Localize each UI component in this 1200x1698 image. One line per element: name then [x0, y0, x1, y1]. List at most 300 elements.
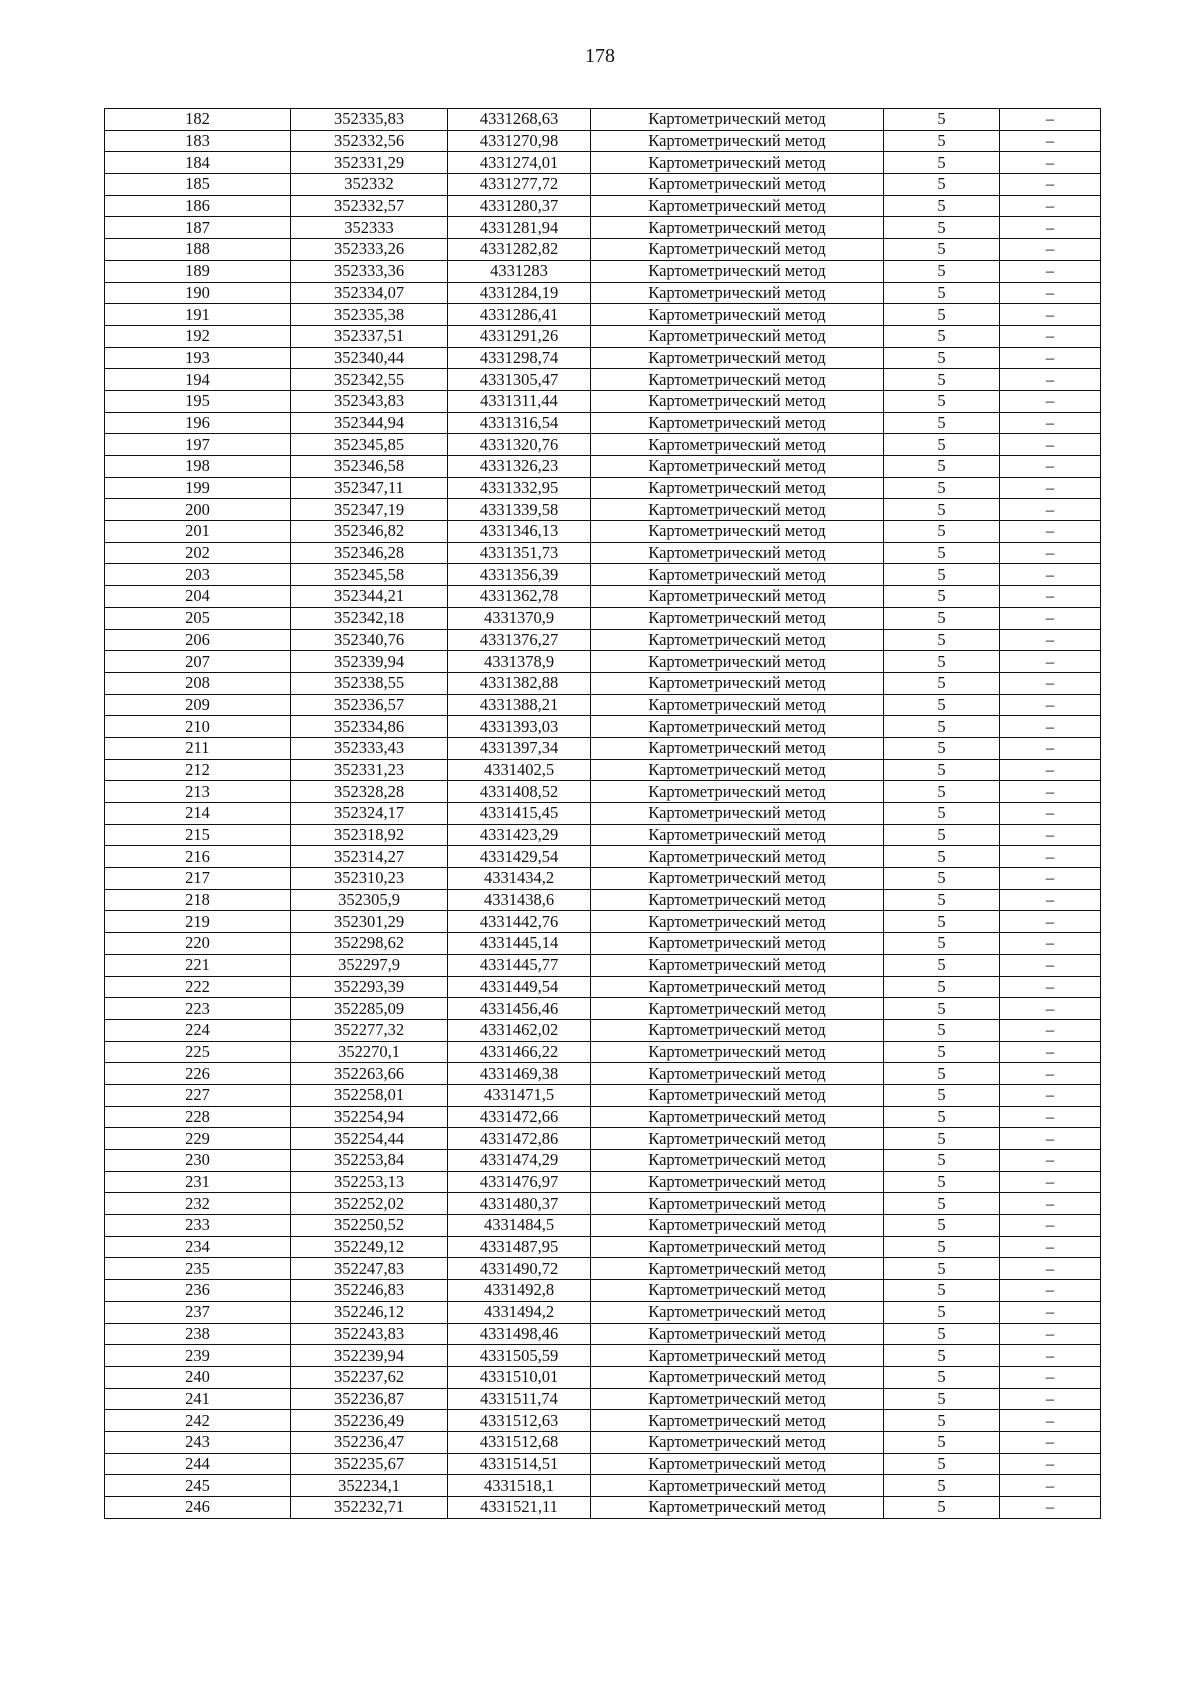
accuracy-cell: 5	[884, 1106, 1000, 1128]
y-coordinate-cell: 4331311,44	[448, 390, 591, 412]
method-cell: Картометрический метод	[591, 1301, 884, 1323]
method-cell: Картометрический метод	[591, 868, 884, 890]
note-cell: –	[1000, 369, 1101, 391]
point-number-cell: 224	[105, 1019, 291, 1041]
note-cell: –	[1000, 1453, 1101, 1475]
x-coordinate-cell: 352232,71	[291, 1497, 448, 1519]
point-number-cell: 226	[105, 1063, 291, 1085]
accuracy-cell: 5	[884, 434, 1000, 456]
x-coordinate-cell: 352249,12	[291, 1236, 448, 1258]
point-number-cell: 229	[105, 1128, 291, 1150]
accuracy-cell: 5	[884, 1366, 1000, 1388]
note-cell: –	[1000, 998, 1101, 1020]
note-cell: –	[1000, 564, 1101, 586]
accuracy-cell: 5	[884, 260, 1000, 282]
y-coordinate-cell: 4331510,01	[448, 1366, 591, 1388]
accuracy-cell: 5	[884, 737, 1000, 759]
y-coordinate-cell: 4331484,5	[448, 1215, 591, 1237]
table-row	[105, 174, 1101, 196]
x-coordinate-cell: 352331,29	[291, 152, 448, 174]
method-cell: Картометрический метод	[591, 304, 884, 326]
method-cell: Картометрический метод	[591, 1019, 884, 1041]
table-row	[105, 130, 1101, 152]
accuracy-cell: 5	[884, 1215, 1000, 1237]
y-coordinate-cell: 4331492,8	[448, 1280, 591, 1302]
x-coordinate-cell: 352252,02	[291, 1193, 448, 1215]
table-row	[105, 607, 1101, 629]
note-cell: –	[1000, 152, 1101, 174]
accuracy-cell: 5	[884, 629, 1000, 651]
accuracy-cell: 5	[884, 1323, 1000, 1345]
accuracy-cell: 5	[884, 824, 1000, 846]
x-coordinate-cell: 352339,94	[291, 651, 448, 673]
table-row	[105, 976, 1101, 998]
y-coordinate-cell: 4331291,26	[448, 325, 591, 347]
point-number-cell: 197	[105, 434, 291, 456]
accuracy-cell: 5	[884, 976, 1000, 998]
method-cell: Картометрический метод	[591, 846, 884, 868]
note-cell: –	[1000, 434, 1101, 456]
point-number-cell: 228	[105, 1106, 291, 1128]
page-number: 178	[585, 45, 615, 67]
method-cell: Картометрический метод	[591, 217, 884, 239]
table-row	[105, 260, 1101, 282]
point-number-cell: 206	[105, 629, 291, 651]
point-number-cell: 196	[105, 412, 291, 434]
note-cell: –	[1000, 629, 1101, 651]
method-cell: Картометрический метод	[591, 1366, 884, 1388]
table-row	[105, 1041, 1101, 1063]
y-coordinate-cell: 4331487,95	[448, 1236, 591, 1258]
x-coordinate-cell: 352334,86	[291, 716, 448, 738]
point-number-cell: 231	[105, 1171, 291, 1193]
table-row	[105, 1063, 1101, 1085]
y-coordinate-cell: 4331332,95	[448, 477, 591, 499]
accuracy-cell: 5	[884, 889, 1000, 911]
point-number-cell: 219	[105, 911, 291, 933]
table-row	[105, 434, 1101, 456]
accuracy-cell: 5	[884, 174, 1000, 196]
method-cell: Картометрический метод	[591, 477, 884, 499]
table-row	[105, 954, 1101, 976]
method-cell: Картометрический метод	[591, 976, 884, 998]
table-row	[105, 586, 1101, 608]
x-coordinate-cell: 352338,55	[291, 672, 448, 694]
point-number-cell: 189	[105, 260, 291, 282]
accuracy-cell: 5	[884, 477, 1000, 499]
note-cell: –	[1000, 1366, 1101, 1388]
accuracy-cell: 5	[884, 542, 1000, 564]
note-cell: –	[1000, 1280, 1101, 1302]
y-coordinate-cell: 4331442,76	[448, 911, 591, 933]
y-coordinate-cell: 4331438,6	[448, 889, 591, 911]
accuracy-cell: 5	[884, 564, 1000, 586]
accuracy-cell: 5	[884, 1041, 1000, 1063]
y-coordinate-cell: 4331339,58	[448, 499, 591, 521]
y-coordinate-cell: 4331305,47	[448, 369, 591, 391]
table-row	[105, 1215, 1101, 1237]
y-coordinate-cell: 4331480,37	[448, 1193, 591, 1215]
table-row	[105, 1345, 1101, 1367]
x-coordinate-cell: 352301,29	[291, 911, 448, 933]
y-coordinate-cell: 4331469,38	[448, 1063, 591, 1085]
x-coordinate-cell: 352342,18	[291, 607, 448, 629]
y-coordinate-cell: 4331402,5	[448, 759, 591, 781]
note-cell: –	[1000, 607, 1101, 629]
y-coordinate-cell: 4331521,11	[448, 1497, 591, 1519]
method-cell: Картометрический метод	[591, 1453, 884, 1475]
x-coordinate-cell: 352253,84	[291, 1150, 448, 1172]
y-coordinate-cell: 4331376,27	[448, 629, 591, 651]
y-coordinate-cell: 4331511,74	[448, 1388, 591, 1410]
x-coordinate-cell: 352336,57	[291, 694, 448, 716]
accuracy-cell: 5	[884, 998, 1000, 1020]
y-coordinate-cell: 4331505,59	[448, 1345, 591, 1367]
y-coordinate-cell: 4331397,34	[448, 737, 591, 759]
table-row	[105, 759, 1101, 781]
x-coordinate-cell: 352235,67	[291, 1453, 448, 1475]
point-number-cell: 183	[105, 130, 291, 152]
note-cell: –	[1000, 1084, 1101, 1106]
method-cell: Картометрический метод	[591, 586, 884, 608]
table-row	[105, 477, 1101, 499]
point-number-cell: 184	[105, 152, 291, 174]
x-coordinate-cell: 352347,19	[291, 499, 448, 521]
y-coordinate-cell: 4331356,39	[448, 564, 591, 586]
table-row	[105, 846, 1101, 868]
point-number-cell: 240	[105, 1366, 291, 1388]
point-number-cell: 204	[105, 586, 291, 608]
point-number-cell: 211	[105, 737, 291, 759]
note-cell: –	[1000, 803, 1101, 825]
x-coordinate-cell: 352297,9	[291, 954, 448, 976]
y-coordinate-cell: 4331490,72	[448, 1258, 591, 1280]
x-coordinate-cell: 352340,44	[291, 347, 448, 369]
note-cell: –	[1000, 694, 1101, 716]
y-coordinate-cell: 4331434,2	[448, 868, 591, 890]
point-number-cell: 232	[105, 1193, 291, 1215]
note-cell: –	[1000, 477, 1101, 499]
table-row	[105, 868, 1101, 890]
method-cell: Картометрический метод	[591, 1236, 884, 1258]
accuracy-cell: 5	[884, 1453, 1000, 1475]
method-cell: Картометрический метод	[591, 1193, 884, 1215]
accuracy-cell: 5	[884, 217, 1000, 239]
x-coordinate-cell: 352258,01	[291, 1084, 448, 1106]
x-coordinate-cell: 352342,55	[291, 369, 448, 391]
note-cell: –	[1000, 586, 1101, 608]
table-row	[105, 716, 1101, 738]
note-cell: –	[1000, 1193, 1101, 1215]
note-cell: –	[1000, 1323, 1101, 1345]
table-row	[105, 369, 1101, 391]
x-coordinate-cell: 352346,82	[291, 521, 448, 543]
x-coordinate-cell: 352332	[291, 174, 448, 196]
y-coordinate-cell: 4331498,46	[448, 1323, 591, 1345]
x-coordinate-cell: 352246,12	[291, 1301, 448, 1323]
note-cell: –	[1000, 1171, 1101, 1193]
note-cell: –	[1000, 737, 1101, 759]
method-cell: Картометрический метод	[591, 954, 884, 976]
y-coordinate-cell: 4331512,68	[448, 1431, 591, 1453]
note-cell: –	[1000, 933, 1101, 955]
note-cell: –	[1000, 499, 1101, 521]
method-cell: Картометрический метод	[591, 1215, 884, 1237]
x-coordinate-cell: 352236,49	[291, 1410, 448, 1432]
note-cell: –	[1000, 1345, 1101, 1367]
table-row	[105, 195, 1101, 217]
note-cell: –	[1000, 781, 1101, 803]
method-cell: Картометрический метод	[591, 889, 884, 911]
note-cell: –	[1000, 456, 1101, 478]
point-number-cell: 192	[105, 325, 291, 347]
x-coordinate-cell: 352333,36	[291, 260, 448, 282]
y-coordinate-cell: 4331423,29	[448, 824, 591, 846]
point-number-cell: 212	[105, 759, 291, 781]
point-number-cell: 210	[105, 716, 291, 738]
method-cell: Картометрический метод	[591, 174, 884, 196]
accuracy-cell: 5	[884, 1475, 1000, 1497]
note-cell: –	[1000, 889, 1101, 911]
x-coordinate-cell: 352346,28	[291, 542, 448, 564]
accuracy-cell: 5	[884, 347, 1000, 369]
y-coordinate-cell: 4331270,98	[448, 130, 591, 152]
table-row	[105, 325, 1101, 347]
x-coordinate-cell: 352324,17	[291, 803, 448, 825]
y-coordinate-cell: 4331298,74	[448, 347, 591, 369]
accuracy-cell: 5	[884, 846, 1000, 868]
y-coordinate-cell: 4331476,97	[448, 1171, 591, 1193]
x-coordinate-cell: 352344,21	[291, 586, 448, 608]
point-number-cell: 217	[105, 868, 291, 890]
y-coordinate-cell: 4331284,19	[448, 282, 591, 304]
point-number-cell: 246	[105, 1497, 291, 1519]
table-row	[105, 824, 1101, 846]
x-coordinate-cell: 352277,32	[291, 1019, 448, 1041]
accuracy-cell: 5	[884, 1388, 1000, 1410]
y-coordinate-cell: 4331370,9	[448, 607, 591, 629]
method-cell: Картометрический метод	[591, 1323, 884, 1345]
point-number-cell: 215	[105, 824, 291, 846]
accuracy-cell: 5	[884, 412, 1000, 434]
accuracy-cell: 5	[884, 1063, 1000, 1085]
y-coordinate-cell: 4331362,78	[448, 586, 591, 608]
x-coordinate-cell: 352254,94	[291, 1106, 448, 1128]
y-coordinate-cell: 4331282,82	[448, 239, 591, 261]
point-number-cell: 190	[105, 282, 291, 304]
accuracy-cell: 5	[884, 109, 1000, 131]
y-coordinate-cell: 4331277,72	[448, 174, 591, 196]
accuracy-cell: 5	[884, 1410, 1000, 1432]
x-coordinate-cell: 352243,83	[291, 1323, 448, 1345]
table-row	[105, 1366, 1101, 1388]
method-cell: Картометрический метод	[591, 1475, 884, 1497]
method-cell: Картометрический метод	[591, 998, 884, 1020]
method-cell: Картометрический метод	[591, 390, 884, 412]
x-coordinate-cell: 352246,83	[291, 1280, 448, 1302]
accuracy-cell: 5	[884, 130, 1000, 152]
accuracy-cell: 5	[884, 499, 1000, 521]
table-row	[105, 651, 1101, 673]
x-coordinate-cell: 352337,51	[291, 325, 448, 347]
accuracy-cell: 5	[884, 239, 1000, 261]
table-row	[105, 998, 1101, 1020]
y-coordinate-cell: 4331472,66	[448, 1106, 591, 1128]
table-row	[105, 1258, 1101, 1280]
accuracy-cell: 5	[884, 1431, 1000, 1453]
x-coordinate-cell: 352347,11	[291, 477, 448, 499]
method-cell: Картометрический метод	[591, 1388, 884, 1410]
method-cell: Картометрический метод	[591, 456, 884, 478]
x-coordinate-cell: 352310,23	[291, 868, 448, 890]
table-row	[105, 412, 1101, 434]
note-cell: –	[1000, 239, 1101, 261]
point-number-cell: 201	[105, 521, 291, 543]
method-cell: Картометрический метод	[591, 282, 884, 304]
accuracy-cell: 5	[884, 1258, 1000, 1280]
note-cell: –	[1000, 759, 1101, 781]
accuracy-cell: 5	[884, 911, 1000, 933]
note-cell: –	[1000, 954, 1101, 976]
y-coordinate-cell: 4331514,51	[448, 1453, 591, 1475]
note-cell: –	[1000, 1410, 1101, 1432]
table-row	[105, 499, 1101, 521]
method-cell: Картометрический метод	[591, 737, 884, 759]
note-cell: –	[1000, 911, 1101, 933]
method-cell: Картометрический метод	[591, 1150, 884, 1172]
method-cell: Картометрический метод	[591, 1345, 884, 1367]
y-coordinate-cell: 4331429,54	[448, 846, 591, 868]
accuracy-cell: 5	[884, 282, 1000, 304]
y-coordinate-cell: 4331518,1	[448, 1475, 591, 1497]
note-cell: –	[1000, 1150, 1101, 1172]
method-cell: Картометрический метод	[591, 130, 884, 152]
table-row	[105, 1280, 1101, 1302]
method-cell: Картометрический метод	[591, 824, 884, 846]
note-cell: –	[1000, 109, 1101, 131]
method-cell: Картометрический метод	[591, 781, 884, 803]
note-cell: –	[1000, 325, 1101, 347]
table-row	[105, 803, 1101, 825]
method-cell: Картометрический метод	[591, 1041, 884, 1063]
accuracy-cell: 5	[884, 1236, 1000, 1258]
x-coordinate-cell: 352343,83	[291, 390, 448, 412]
accuracy-cell: 5	[884, 304, 1000, 326]
point-number-cell: 230	[105, 1150, 291, 1172]
table-row	[105, 1193, 1101, 1215]
table-row	[105, 239, 1101, 261]
y-coordinate-cell: 4331445,14	[448, 933, 591, 955]
table-row	[105, 217, 1101, 239]
accuracy-cell: 5	[884, 672, 1000, 694]
accuracy-cell: 5	[884, 390, 1000, 412]
table-row	[105, 781, 1101, 803]
x-coordinate-cell: 352335,38	[291, 304, 448, 326]
y-coordinate-cell: 4331445,77	[448, 954, 591, 976]
accuracy-cell: 5	[884, 694, 1000, 716]
point-number-cell: 186	[105, 195, 291, 217]
note-cell: –	[1000, 716, 1101, 738]
point-number-cell: 213	[105, 781, 291, 803]
accuracy-cell: 5	[884, 607, 1000, 629]
y-coordinate-cell: 4331471,5	[448, 1084, 591, 1106]
point-number-cell: 187	[105, 217, 291, 239]
point-number-cell: 242	[105, 1410, 291, 1432]
y-coordinate-cell: 4331326,23	[448, 456, 591, 478]
table-body	[105, 109, 1101, 1519]
table-row	[105, 1475, 1101, 1497]
y-coordinate-cell: 4331280,37	[448, 195, 591, 217]
y-coordinate-cell: 4331393,03	[448, 716, 591, 738]
point-number-cell: 198	[105, 456, 291, 478]
y-coordinate-cell: 4331268,63	[448, 109, 591, 131]
method-cell: Картометрический метод	[591, 933, 884, 955]
accuracy-cell: 5	[884, 1497, 1000, 1519]
x-coordinate-cell: 352239,94	[291, 1345, 448, 1367]
accuracy-cell: 5	[884, 1128, 1000, 1150]
y-coordinate-cell: 4331449,54	[448, 976, 591, 998]
table-row	[105, 1128, 1101, 1150]
point-number-cell: 236	[105, 1280, 291, 1302]
note-cell: –	[1000, 130, 1101, 152]
note-cell: –	[1000, 1019, 1101, 1041]
method-cell: Картометрический метод	[591, 1431, 884, 1453]
method-cell: Картометрический метод	[591, 195, 884, 217]
table-row	[105, 347, 1101, 369]
y-coordinate-cell: 4331286,41	[448, 304, 591, 326]
note-cell: –	[1000, 1258, 1101, 1280]
point-number-cell: 245	[105, 1475, 291, 1497]
method-cell: Картометрический метод	[591, 716, 884, 738]
note-cell: –	[1000, 1388, 1101, 1410]
x-coordinate-cell: 352253,13	[291, 1171, 448, 1193]
accuracy-cell: 5	[884, 325, 1000, 347]
table-row	[105, 542, 1101, 564]
method-cell: Картометрический метод	[591, 152, 884, 174]
method-cell: Картометрический метод	[591, 260, 884, 282]
x-coordinate-cell: 352335,83	[291, 109, 448, 131]
point-number-cell: 237	[105, 1301, 291, 1323]
note-cell: –	[1000, 1301, 1101, 1323]
method-cell: Картометрический метод	[591, 521, 884, 543]
method-cell: Картометрический метод	[591, 1280, 884, 1302]
point-number-cell: 205	[105, 607, 291, 629]
table-row	[105, 564, 1101, 586]
accuracy-cell: 5	[884, 586, 1000, 608]
table-row	[105, 152, 1101, 174]
x-coordinate-cell: 352236,47	[291, 1431, 448, 1453]
method-cell: Картометрический метод	[591, 1084, 884, 1106]
x-coordinate-cell: 352345,58	[291, 564, 448, 586]
method-cell: Картометрический метод	[591, 694, 884, 716]
point-number-cell: 200	[105, 499, 291, 521]
point-number-cell: 221	[105, 954, 291, 976]
table-row	[105, 1497, 1101, 1519]
note-cell: –	[1000, 217, 1101, 239]
y-coordinate-cell: 4331346,13	[448, 521, 591, 543]
point-number-cell: 199	[105, 477, 291, 499]
note-cell: –	[1000, 651, 1101, 673]
method-cell: Картометрический метод	[591, 542, 884, 564]
accuracy-cell: 5	[884, 759, 1000, 781]
point-number-cell: 223	[105, 998, 291, 1020]
y-coordinate-cell: 4331320,76	[448, 434, 591, 456]
x-coordinate-cell: 352333	[291, 217, 448, 239]
x-coordinate-cell: 352236,87	[291, 1388, 448, 1410]
note-cell: –	[1000, 282, 1101, 304]
method-cell: Картометрический метод	[591, 434, 884, 456]
note-cell: –	[1000, 174, 1101, 196]
